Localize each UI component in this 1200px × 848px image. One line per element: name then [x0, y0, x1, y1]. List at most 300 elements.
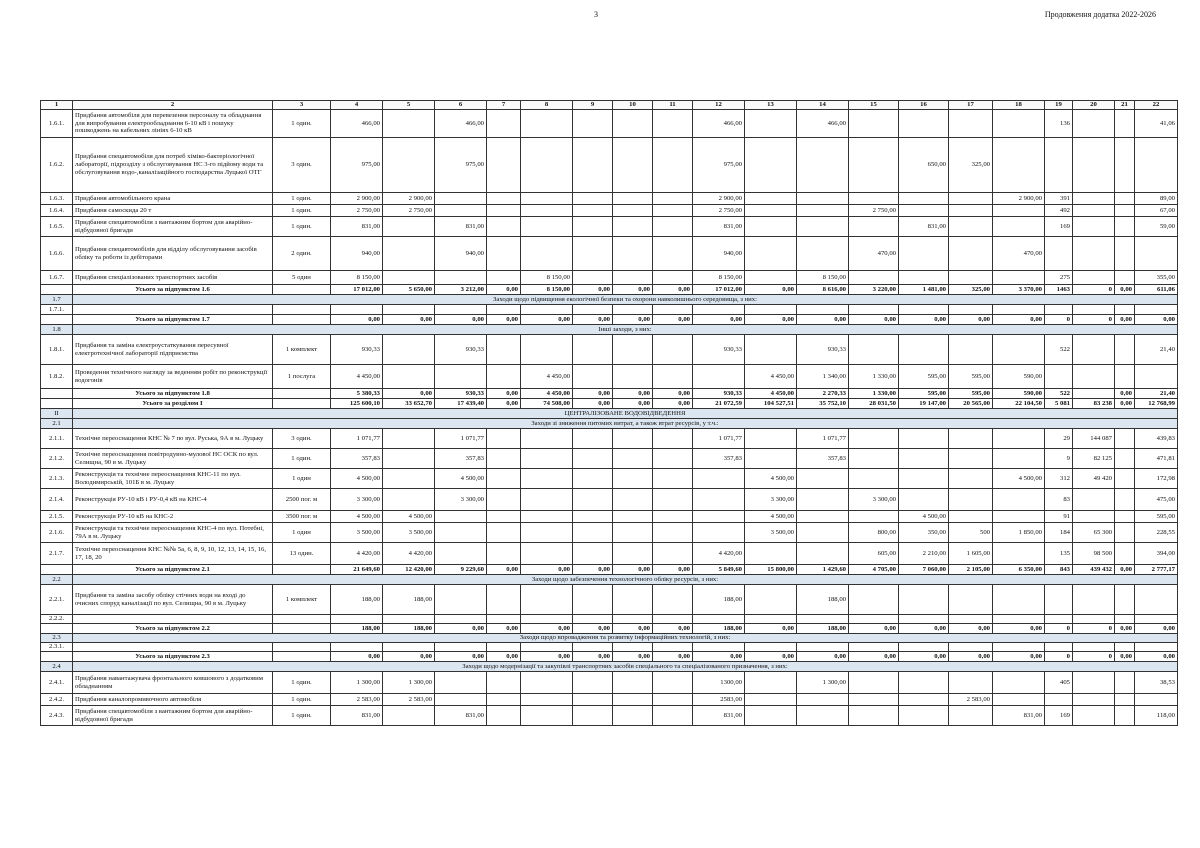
value-cell	[993, 271, 1045, 285]
value-cell: 595,00	[949, 365, 993, 389]
value-cell	[1115, 335, 1135, 365]
value-cell	[1115, 706, 1135, 726]
value-cell	[435, 615, 487, 624]
value-cell: 0,00	[573, 315, 613, 325]
item-number-cell: 1.6.1.	[41, 110, 73, 138]
value-cell: 118,00	[1135, 706, 1178, 726]
value-cell	[383, 449, 435, 469]
value-cell	[797, 643, 849, 652]
table-row	[41, 237, 1178, 271]
section-number: 1.8	[41, 325, 73, 335]
value-cell	[613, 706, 653, 726]
value-cell	[745, 305, 797, 315]
value-cell	[1115, 237, 1135, 271]
value-cell	[613, 672, 653, 694]
unit-cell: 1 один.	[273, 193, 331, 205]
value-cell	[435, 193, 487, 205]
item-number-cell: 2.1.3.	[41, 469, 73, 489]
value-cell	[849, 643, 899, 652]
unit-cell: 1 один	[273, 469, 331, 489]
value-cell	[573, 511, 613, 523]
value-cell: 9 229,60	[435, 565, 487, 575]
value-cell: 4 450,00	[521, 389, 573, 399]
value-cell: 605,00	[849, 543, 899, 565]
table-row	[41, 365, 1178, 389]
value-cell	[487, 205, 521, 217]
description-cell: Технічне переоснащення КНС №№ 5а, 6, 8, 9, 10, 12, 13, 14, 15, 16, 17, 18, 20	[73, 543, 273, 565]
value-cell	[745, 585, 797, 615]
value-cell: 169	[1045, 706, 1073, 726]
value-cell: 35 752,10	[797, 399, 849, 409]
value-cell	[949, 489, 993, 511]
value-cell	[653, 585, 693, 615]
value-cell	[487, 217, 521, 237]
value-cell: 0,00	[949, 315, 993, 325]
column-number-cell: 19	[1045, 101, 1073, 110]
value-cell	[797, 523, 849, 543]
value-cell	[1045, 643, 1073, 652]
value-cell: 831,00	[331, 217, 383, 237]
column-number-cell: 2	[73, 101, 273, 110]
value-cell	[797, 138, 849, 193]
unit-cell: 3500 пог. м	[273, 511, 331, 523]
value-cell	[1073, 110, 1115, 138]
value-cell: 125 600,10	[331, 399, 383, 409]
value-cell	[899, 271, 949, 285]
value-cell	[949, 335, 993, 365]
value-cell	[849, 305, 899, 315]
value-cell: 4 450,00	[521, 365, 573, 389]
value-cell: 471,81	[1135, 449, 1178, 469]
value-cell	[745, 706, 797, 726]
value-cell	[573, 469, 613, 489]
value-cell	[849, 706, 899, 726]
value-cell	[331, 643, 383, 652]
value-cell	[383, 138, 435, 193]
value-cell: 4 420,00	[693, 543, 745, 565]
value-cell: 325,00	[949, 138, 993, 193]
value-cell	[573, 489, 613, 511]
value-cell	[613, 138, 653, 193]
value-cell	[613, 365, 653, 389]
unit-cell	[273, 315, 331, 325]
value-cell	[331, 305, 383, 315]
item-number-cell: 2.1.5.	[41, 511, 73, 523]
value-cell: 350,00	[899, 523, 949, 543]
value-cell	[693, 489, 745, 511]
value-cell	[849, 335, 899, 365]
value-cell	[521, 643, 573, 652]
value-cell	[949, 205, 993, 217]
value-cell: 144 087	[1073, 429, 1115, 449]
item-number-cell: 2.1.6.	[41, 523, 73, 543]
value-cell: 0,00	[331, 315, 383, 325]
value-cell: 83	[1045, 489, 1073, 511]
value-cell	[745, 615, 797, 624]
value-cell: 2 750,00	[849, 205, 899, 217]
value-cell: 98 500	[1073, 543, 1115, 565]
value-cell	[693, 615, 745, 624]
value-cell	[487, 615, 521, 624]
description-cell: Усього за розділом I	[73, 399, 273, 409]
value-cell	[613, 335, 653, 365]
value-cell	[653, 271, 693, 285]
description-cell: Усього за підпунктом 2.1	[73, 565, 273, 575]
value-cell	[653, 694, 693, 706]
description-cell: Придбання спецавтомобілів для відділу обслуговування засобів обліку та роботи із дебіторами	[73, 237, 273, 271]
value-cell: 67,00	[1135, 205, 1178, 217]
value-cell	[653, 429, 693, 449]
value-cell	[1073, 389, 1115, 399]
value-cell: 0,00	[613, 399, 653, 409]
value-cell	[899, 643, 949, 652]
value-cell	[487, 694, 521, 706]
value-cell	[613, 217, 653, 237]
column-number-cell: 8	[521, 101, 573, 110]
value-cell: 0,00	[573, 285, 613, 295]
value-cell: 1 850,00	[993, 523, 1045, 543]
unit-cell: 1 один.	[273, 110, 331, 138]
value-cell	[573, 672, 613, 694]
description-cell: Придбання спецавтомобіля з вантажним бортом для аварійно-відбудовної бригади	[73, 706, 273, 726]
value-cell: 2 105,00	[949, 565, 993, 575]
value-cell: 975,00	[331, 138, 383, 193]
description-cell: Придбання автомобіля для перевезення персоналу та обладнання для випробування електрообладнання 6-10 кВ і пошуку пошкоджень на кабельних лініях 6-10 кВ	[73, 110, 273, 138]
item-number-cell	[41, 624, 73, 634]
value-cell: 831,00	[331, 706, 383, 726]
value-cell: 0,00	[613, 315, 653, 325]
value-cell: 188,00	[797, 585, 849, 615]
description-cell: Придбання та заміна електроустаткування пересувної електротехнічної лабораторії підприємства	[73, 335, 273, 365]
value-cell: 0,00	[653, 399, 693, 409]
value-cell: 0	[1073, 624, 1115, 634]
value-cell: 0,00	[797, 315, 849, 325]
value-cell: 0,00	[1115, 652, 1135, 662]
value-cell	[745, 643, 797, 652]
value-cell: 188,00	[383, 585, 435, 615]
description-cell	[73, 615, 273, 624]
value-cell: 355,00	[1135, 271, 1178, 285]
value-cell: 1 300,00	[383, 672, 435, 694]
value-cell	[949, 193, 993, 205]
section-header-row	[41, 409, 1178, 419]
value-cell	[1135, 237, 1178, 271]
value-cell	[383, 365, 435, 389]
section-number: 2.1	[41, 419, 73, 429]
column-number-cell: 11	[653, 101, 693, 110]
value-cell	[383, 305, 435, 315]
value-cell	[1115, 429, 1135, 449]
column-number-cell: 6	[435, 101, 487, 110]
value-cell	[521, 205, 573, 217]
value-cell	[1135, 365, 1178, 389]
value-cell	[653, 237, 693, 271]
value-cell	[797, 193, 849, 205]
table-row	[41, 205, 1178, 217]
value-cell: 38,53	[1135, 672, 1178, 694]
value-cell	[435, 271, 487, 285]
description-cell: Технічне переоснащення КНС № 7 по вул. Руська, 9А в м. Луцьку	[73, 429, 273, 449]
table-row	[41, 643, 1178, 652]
unit-cell: 1 комплект	[273, 335, 331, 365]
item-number-cell	[41, 315, 73, 325]
value-cell: 0,00	[1115, 315, 1135, 325]
value-cell	[1135, 585, 1178, 615]
value-cell: 0,00	[693, 315, 745, 325]
value-cell	[653, 305, 693, 315]
value-cell: 325,00	[949, 285, 993, 295]
value-cell: 595,00	[1135, 511, 1178, 523]
value-cell	[487, 271, 521, 285]
value-cell	[487, 237, 521, 271]
value-cell: 0,00	[899, 652, 949, 662]
column-number-cell: 1	[41, 101, 73, 110]
subtotal-row	[41, 389, 1178, 399]
item-number-cell: 2.4.2.	[41, 694, 73, 706]
value-cell	[1073, 511, 1115, 523]
value-cell: 0,00	[435, 624, 487, 634]
value-cell: 1 071,77	[435, 429, 487, 449]
value-cell: 17 012,00	[331, 285, 383, 295]
value-cell	[993, 511, 1045, 523]
value-cell	[949, 305, 993, 315]
value-cell: 4 500,00	[745, 511, 797, 523]
table-row	[41, 511, 1178, 523]
value-cell: 4 450,00	[331, 365, 383, 389]
value-cell: 3 300,00	[331, 489, 383, 511]
value-cell	[383, 271, 435, 285]
table-row	[41, 271, 1178, 285]
value-cell: 172,98	[1135, 469, 1178, 489]
value-cell: 595,00	[899, 389, 949, 399]
section-title: Заходи щодо забезпечення технологічного обліку ресурсів, з них:	[73, 575, 1178, 585]
value-cell: 0,00	[435, 315, 487, 325]
value-cell: 0,00	[521, 624, 573, 634]
value-cell	[899, 449, 949, 469]
value-cell	[993, 305, 1045, 315]
value-cell: 595,00	[899, 365, 949, 389]
value-cell: 1 340,00	[797, 365, 849, 389]
value-cell: 439,83	[1135, 429, 1178, 449]
value-cell: 357,83	[435, 449, 487, 469]
value-cell: 0,00	[745, 652, 797, 662]
unit-cell: 1 один.	[273, 205, 331, 217]
value-cell: 975,00	[693, 138, 745, 193]
value-cell	[573, 138, 613, 193]
value-cell: 8 150,00	[521, 285, 573, 295]
value-cell: 391	[1045, 193, 1073, 205]
value-cell	[993, 217, 1045, 237]
value-cell: 475,00	[1135, 489, 1178, 511]
column-number-cell: 21	[1115, 101, 1135, 110]
value-cell	[1073, 672, 1115, 694]
item-number-cell	[41, 285, 73, 295]
value-cell	[521, 523, 573, 543]
description-cell: Придбання навантажувача фронтального ковшового з додатковим обладнанням	[73, 672, 273, 694]
value-cell	[435, 672, 487, 694]
value-cell	[797, 511, 849, 523]
value-cell: 4 500,00	[745, 469, 797, 489]
value-cell	[797, 305, 849, 315]
value-cell: 0,00	[1115, 285, 1135, 295]
table-row	[41, 217, 1178, 237]
description-cell: Усього за підпунктом 2.2	[73, 624, 273, 634]
value-cell	[949, 110, 993, 138]
value-cell	[1115, 217, 1135, 237]
value-cell: 4 500,00	[331, 469, 383, 489]
value-cell	[949, 615, 993, 624]
subtotal-row	[41, 399, 1178, 409]
column-number-cell: 5	[383, 101, 435, 110]
value-cell	[949, 469, 993, 489]
value-cell	[487, 511, 521, 523]
value-cell	[745, 335, 797, 365]
value-cell	[435, 205, 487, 217]
column-number-cell: 16	[899, 101, 949, 110]
value-cell	[653, 615, 693, 624]
value-cell	[521, 694, 573, 706]
value-cell: 41,06	[1135, 110, 1178, 138]
item-number-cell: 1.8.2.	[41, 365, 73, 389]
value-cell: 3 220,00	[849, 285, 899, 295]
value-cell: 17 439,40	[435, 399, 487, 409]
value-cell	[613, 694, 653, 706]
value-cell: 0,00	[1115, 389, 1135, 399]
value-cell: 12 420,00	[383, 565, 435, 575]
value-cell: 975,00	[435, 138, 487, 193]
value-cell	[613, 193, 653, 205]
value-cell	[487, 585, 521, 615]
value-cell: 522	[1045, 389, 1073, 399]
value-cell	[653, 706, 693, 726]
value-cell: 3 500,00	[331, 523, 383, 543]
value-cell: 930,33	[693, 389, 745, 399]
value-cell	[653, 110, 693, 138]
value-cell	[797, 205, 849, 217]
value-cell	[899, 615, 949, 624]
value-cell: 6 350,00	[993, 565, 1045, 575]
value-cell	[521, 305, 573, 315]
value-cell	[383, 335, 435, 365]
value-cell: 21 649,60	[331, 565, 383, 575]
value-cell	[435, 305, 487, 315]
value-cell: 8 150,00	[797, 271, 849, 285]
value-cell	[1073, 217, 1115, 237]
value-cell: 33 652,70	[383, 399, 435, 409]
item-number-cell: 2.4.1.	[41, 672, 73, 694]
value-cell	[487, 335, 521, 365]
value-cell	[613, 205, 653, 217]
value-cell: 831,00	[693, 217, 745, 237]
value-cell: 0,00	[1135, 315, 1178, 325]
table-row	[41, 489, 1178, 511]
value-cell: 0,00	[1115, 565, 1135, 575]
table-row	[41, 110, 1178, 138]
description-cell: Реконструкція та технічне переоснащення КНС-11 по вул. Володимирській, 101Б в м. Луцьку	[73, 469, 273, 489]
table-row	[41, 429, 1178, 449]
value-cell	[1135, 305, 1178, 315]
value-cell: 5 849,60	[693, 565, 745, 575]
value-cell	[849, 511, 899, 523]
value-cell: 275	[1045, 271, 1073, 285]
section-title: Інші заходи, з них:	[73, 325, 1178, 335]
unit-cell	[273, 643, 331, 652]
value-cell: 2 750,00	[693, 205, 745, 217]
value-cell: 0,00	[993, 624, 1045, 634]
value-cell: 0,00	[849, 624, 899, 634]
description-cell: Придбання спеціалізованих транспортних засобів	[73, 271, 273, 285]
value-cell: 0,00	[653, 624, 693, 634]
value-cell	[1135, 694, 1178, 706]
value-cell: 1 605,00	[949, 543, 993, 565]
value-cell: 831,00	[899, 217, 949, 237]
value-cell	[383, 706, 435, 726]
value-cell	[1073, 694, 1115, 706]
value-cell	[613, 429, 653, 449]
value-cell: 136	[1045, 110, 1073, 138]
table-row	[41, 672, 1178, 694]
column-number-cell: 13	[745, 101, 797, 110]
value-cell: 0,00	[573, 389, 613, 399]
value-cell	[949, 237, 993, 271]
value-cell	[899, 205, 949, 217]
value-cell: 0,00	[613, 285, 653, 295]
value-cell	[899, 489, 949, 511]
value-cell: 0	[1073, 652, 1115, 662]
value-cell	[487, 706, 521, 726]
column-number-cell: 3	[273, 101, 331, 110]
value-cell: 650,00	[899, 138, 949, 193]
value-cell	[487, 365, 521, 389]
item-number-cell: 1.6.3.	[41, 193, 73, 205]
value-cell	[993, 585, 1045, 615]
value-cell	[653, 523, 693, 543]
value-cell	[1115, 110, 1135, 138]
value-cell	[849, 585, 899, 615]
value-cell	[899, 469, 949, 489]
value-cell	[613, 449, 653, 469]
value-cell	[1045, 237, 1073, 271]
value-cell	[613, 237, 653, 271]
value-cell: 831,00	[435, 217, 487, 237]
value-cell: 2 900,00	[383, 193, 435, 205]
value-cell	[573, 217, 613, 237]
value-cell	[1045, 585, 1073, 615]
value-cell: 3 212,00	[435, 285, 487, 295]
value-cell	[487, 429, 521, 449]
value-cell: 930,33	[797, 335, 849, 365]
value-cell	[693, 365, 745, 389]
value-cell	[1073, 585, 1115, 615]
item-number-cell: 1.6.6.	[41, 237, 73, 271]
value-cell: 2 750,00	[383, 205, 435, 217]
value-cell	[899, 429, 949, 449]
value-cell	[797, 543, 849, 565]
value-cell: 930,33	[435, 389, 487, 399]
value-cell: 4 450,00	[745, 365, 797, 389]
value-cell	[435, 523, 487, 543]
value-cell: 7 060,00	[899, 565, 949, 575]
value-cell	[487, 489, 521, 511]
value-cell: 8 616,00	[797, 285, 849, 295]
value-cell: 0	[1045, 315, 1073, 325]
value-cell	[1073, 615, 1115, 624]
value-cell	[1115, 585, 1135, 615]
value-cell	[797, 694, 849, 706]
value-cell	[849, 672, 899, 694]
value-cell	[573, 694, 613, 706]
value-cell: 8 150,00	[331, 271, 383, 285]
